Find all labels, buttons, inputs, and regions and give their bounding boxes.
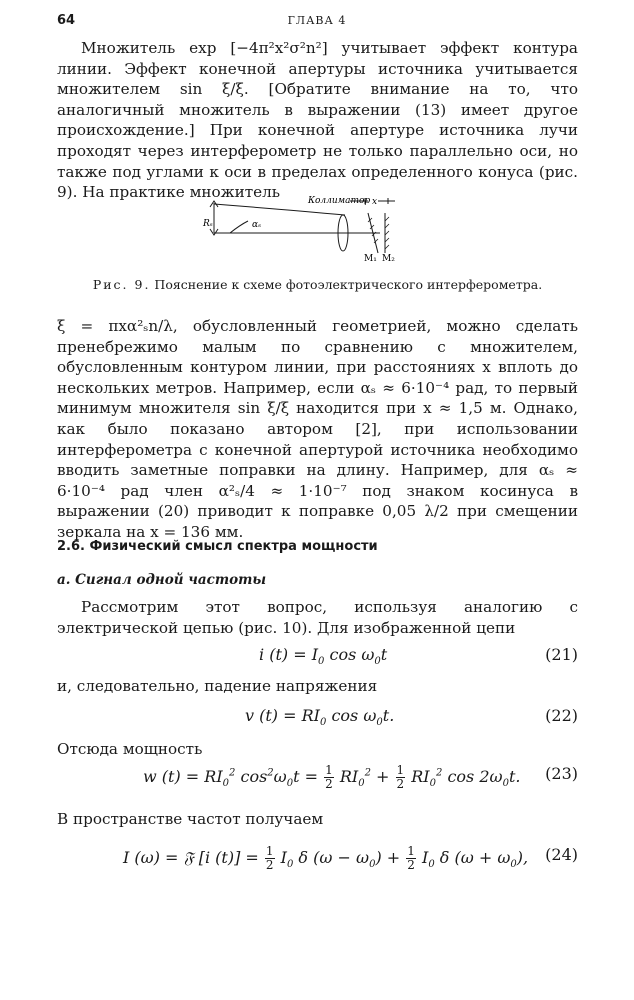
angle-arc: [230, 221, 248, 233]
label-m2: M₂: [382, 254, 395, 264]
equation-number: (23): [545, 764, 578, 783]
equation-22: v $(t) = RI_0$ $\cos \omega_0t$. (22): [245, 706, 578, 729]
figure-caption: [57, 277, 578, 292]
equation-24: I (ω) = 𝔉 [i (t)] = $\frac{1}{2}$ $I_0$ δ $(\omega - \omega_0)$ + $\frac{1}{2}$ $I_0$ δ $(\omega + \omega_0)$, (24): [123, 844, 578, 872]
label-x: x: [372, 197, 378, 207]
label-rs: Rₛ: [203, 219, 213, 229]
page-number: 64: [57, 13, 76, 28]
label-collimator: Коллиматор: [308, 196, 371, 206]
page-header: [57, 13, 577, 33]
equation-number: (22): [545, 706, 578, 725]
label-m1: M₁: [364, 254, 377, 264]
equation-number: (24): [545, 845, 578, 864]
text-line-voltage: и, следовательно, падение напряжения: [57, 677, 378, 695]
equation-23: w $(t) = RI_0^2$ $\cos^2\omega_0t$ = $\frac{1}{2}$ $RI_0^2$ + $\frac{1}{2}$ $RI_0^2$ $\cos 2\omega_0t$. (23): [143, 763, 578, 791]
figure-9-diagram: [200, 193, 420, 265]
label-alpha: αₛ: [252, 220, 262, 230]
equation-number: (21): [545, 645, 578, 664]
text-line-frequency: В пространстве частот получаем: [57, 810, 324, 828]
equation-21: i $(t) = I_0$ $\cos \omega_0t$ (21): [259, 645, 578, 668]
paragraph-2: ξ = πxα²ₛn/λ, обусловленный геометрией, можно сделать пренебрежимо малым по сравнению с множителем, обусловленным контуром линии, при расстояниях x вплоть до нескольких метров. Например, если αₛ ≈ 6·10⁻⁴ рад, то первый минимум множителя sin ξ/ξ находится при x ≈ 1,5 м. Однако, как было показано автором [2], при использовании интерферометра с конечной апертурой источника необходимо вводить заметные поправки на длину. Например, для αₛ ≈ 6·10⁻⁴ рад член α²ₛ/4 ≈ 1·10⁻⁷ под знаком косинуса в выражении (20) приводит к поправке 0,05 λ/2 при смещении зеркала на x = 136 мм.: [57, 317, 578, 541]
text-line-power: Отсюда мощность: [57, 740, 203, 758]
caption-text: Пояснение к схеме фотоэлектрического интерферометра.: [154, 277, 543, 292]
chapter-title: ГЛАВА 4: [287, 14, 347, 27]
paragraph-3: Рассмотрим этот вопрос, используя аналогию с электрической цепью (рис. 10). Для изображенной цепи: [57, 598, 578, 637]
section-heading: 2.6. Физический смысл спектра мощности: [57, 539, 378, 554]
paragraph-1: Множитель exp [−4π²x²σ²n²] учитывает эффект контура линии. Эффект конечной апертуры источника учитывается множителем sin ξ/ξ. [Обратите внимание на то, что аналогичный множитель в выражении (13) имеет другое происхождение.] При конечной апертуре источника лучи проходят через интерферометр не только параллельно оси, но также под углами к оси в пределах определенного конуса (рис. 9). На практике множитель: [57, 39, 578, 202]
subsection-heading: а. Сигнал одной частоты: [57, 572, 267, 588]
caption-prefix: Рис. 9.: [92, 277, 151, 292]
